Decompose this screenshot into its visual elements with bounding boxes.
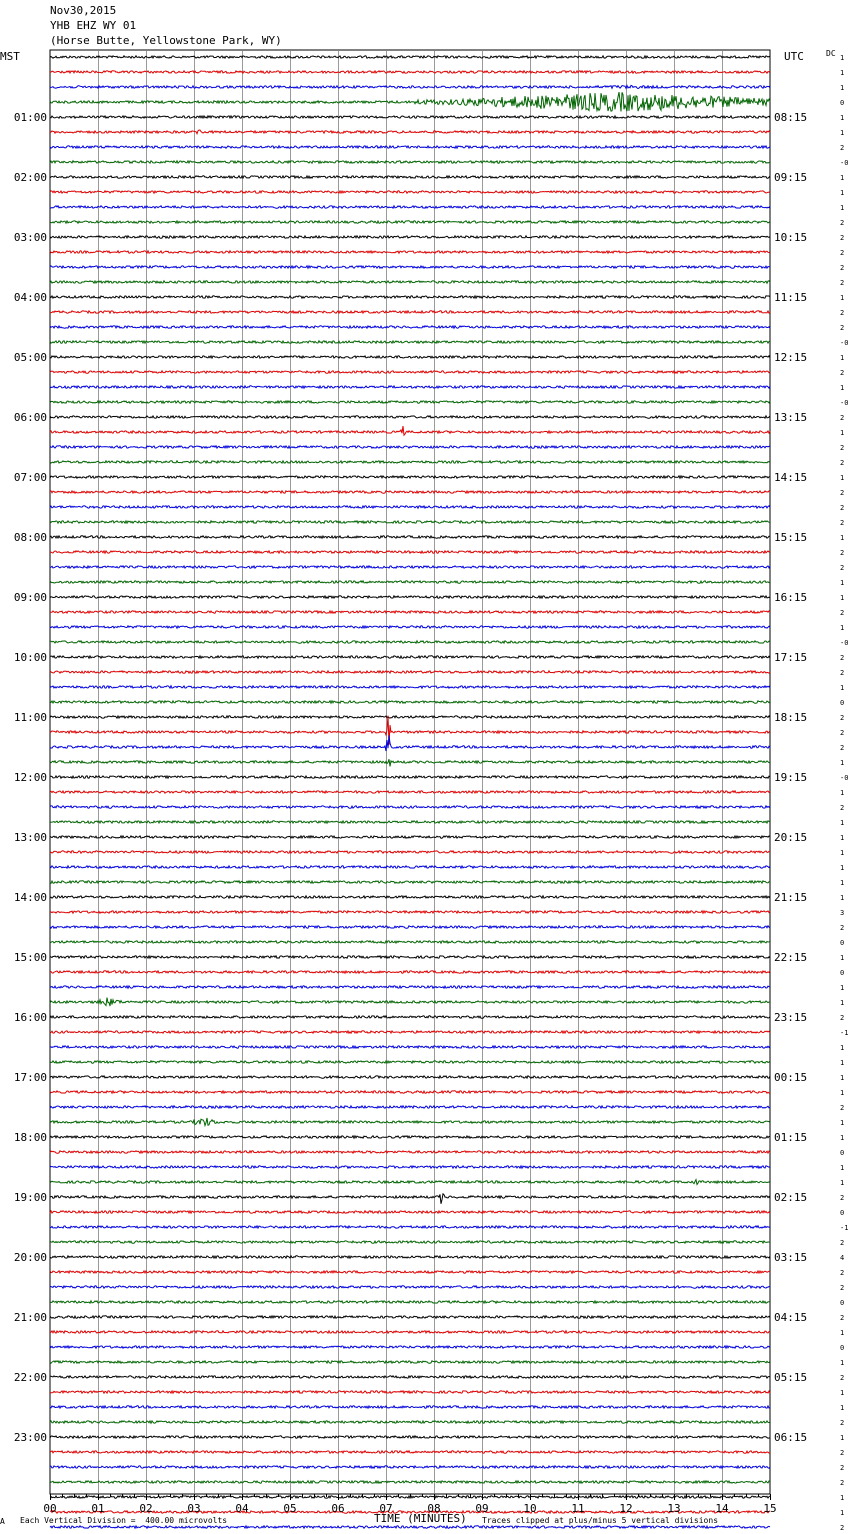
right-hour-label: 05:15 <box>774 1371 808 1384</box>
left-hour-label: 10:00 <box>13 651 47 664</box>
x-tick-label: 07 <box>379 1502 393 1515</box>
seismic-trace <box>50 130 770 134</box>
dc-offset-label: 2 <box>840 264 845 272</box>
seismic-trace <box>50 971 770 973</box>
x-tick-label: 12 <box>619 1502 633 1515</box>
dc-offset-label: 2 <box>840 564 845 572</box>
left-hour-label: 21:00 <box>13 1311 47 1324</box>
right-hour-label: 15:15 <box>774 531 808 544</box>
seismic-trace <box>50 1151 770 1153</box>
seismic-trace <box>50 806 770 808</box>
dc-offset-label: 1 <box>840 1074 845 1082</box>
x-tick-label: 02 <box>139 1502 153 1515</box>
seismic-trace <box>50 206 770 208</box>
dc-offset-label: 1 <box>840 579 845 587</box>
dc-offset-label: 0 <box>840 1209 845 1217</box>
seismic-trace <box>50 1361 770 1363</box>
seismic-traces <box>50 56 770 1534</box>
seismic-trace <box>50 1076 770 1078</box>
dc-offset-label: 2 <box>840 1194 845 1202</box>
dc-offset-label: 1 <box>840 1134 845 1142</box>
left-hour-label: 17:00 <box>13 1071 47 1084</box>
dc-offset-label: 2 <box>840 714 845 722</box>
dc-offset-label: 1 <box>840 789 845 797</box>
x-tick-label: 04 <box>235 1502 249 1515</box>
left-hour-label: 16:00 <box>13 1011 47 1024</box>
left-hour-label: 15:00 <box>13 951 47 964</box>
right-hour-label: 12:15 <box>774 351 808 364</box>
dc-offset-label: -0 <box>840 774 849 782</box>
dc-offset-label: 1 <box>840 84 845 92</box>
seismic-trace <box>50 146 770 148</box>
left-hour-label: 19:00 <box>13 1191 47 1204</box>
seismic-trace <box>50 341 770 343</box>
left-hour-label: 08:00 <box>13 531 47 544</box>
right-hour-label: 09:15 <box>774 171 808 184</box>
dc-offset-label: 2 <box>840 1419 845 1427</box>
seismic-trace <box>50 735 770 751</box>
left-hour-label: 02:00 <box>13 171 47 184</box>
dc-offset-label: 2 <box>840 369 845 377</box>
dc-offset-label: 0 <box>840 1344 845 1352</box>
seismic-trace <box>50 1194 770 1204</box>
dc-offset-label: 1 <box>840 1494 845 1502</box>
dc-offset-label: 1 <box>840 624 845 632</box>
right-hour-label: 17:15 <box>774 651 808 664</box>
seismic-trace <box>50 176 770 178</box>
seismic-trace <box>50 1016 770 1018</box>
left-hour-label: 23:00 <box>13 1431 47 1444</box>
seismic-trace <box>50 1106 770 1108</box>
dc-offset-label: 2 <box>840 489 845 497</box>
right-hour-label: 16:15 <box>774 591 808 604</box>
seismic-trace <box>50 386 770 388</box>
dc-offset-label: 1 <box>840 1059 845 1067</box>
seismic-trace <box>50 1256 770 1258</box>
dc-offset-label: 2 <box>840 1284 845 1292</box>
seismic-trace <box>50 221 770 223</box>
left-hour-label: 05:00 <box>13 351 47 364</box>
seismic-trace <box>50 1166 770 1168</box>
seismic-trace <box>50 701 770 703</box>
dc-offset-label: 1 <box>840 69 845 77</box>
seismic-trace <box>50 851 770 853</box>
dc-offset-label: 2 <box>840 219 845 227</box>
seismic-trace <box>50 791 770 793</box>
x-tick-label: 15 <box>763 1502 777 1515</box>
x-tick-label: 03 <box>187 1502 201 1515</box>
seismic-trace <box>50 716 770 718</box>
seismic-trace <box>50 1226 770 1228</box>
dc-offset-label: 1 <box>840 954 845 962</box>
seismic-trace <box>50 671 770 673</box>
dc-label: DC <box>826 49 836 58</box>
seismic-trace <box>50 1466 770 1468</box>
dc-offset-label: 2 <box>840 1314 845 1322</box>
dc-offset-label: 2 <box>840 504 845 512</box>
seismic-trace <box>50 1406 770 1408</box>
seismic-trace <box>50 1046 770 1048</box>
seismic-trace <box>50 611 770 613</box>
seismic-trace <box>50 1211 770 1213</box>
seismic-trace <box>50 881 770 883</box>
dc-offset-label: 2 <box>840 1104 845 1112</box>
dc-offset-label: 4 <box>840 1254 845 1262</box>
dc-offset-label: 2 <box>840 654 845 662</box>
dc-offset-label: 0 <box>840 969 845 977</box>
dc-offset-label: 2 <box>840 279 845 287</box>
seismic-trace <box>50 1391 770 1393</box>
dc-offset-label: 1 <box>840 1389 845 1397</box>
dc-offset-label: 1 <box>840 864 845 872</box>
footer-scale-note: Each Vertical Division = 400.00 microvolts <box>20 1516 228 1525</box>
seismic-trace <box>50 116 770 118</box>
seismic-trace <box>50 416 770 418</box>
left-hour-label: 14:00 <box>13 891 47 904</box>
x-tick-label: 11 <box>571 1502 585 1515</box>
seismic-trace <box>50 506 770 508</box>
dc-offset-label: 2 <box>840 729 845 737</box>
x-tick-label: 14 <box>715 1502 729 1515</box>
dc-offset-label: 1 <box>840 174 845 182</box>
seismic-trace <box>50 401 770 403</box>
dc-offset-label: 2 <box>840 309 845 317</box>
left-hour-label: 06:00 <box>13 411 47 424</box>
dc-offset-label: 2 <box>840 444 845 452</box>
dc-offset-label: 2 <box>840 1524 845 1532</box>
dc-offset-label: 0 <box>840 1149 845 1157</box>
seismic-trace <box>50 1118 770 1126</box>
dc-offset-label: 1 <box>840 1509 845 1517</box>
seismic-trace <box>50 1316 770 1318</box>
left-hour-label: 09:00 <box>13 591 47 604</box>
seismic-trace <box>50 1091 770 1093</box>
x-tick-label: 09 <box>475 1502 489 1515</box>
footer-mark: A <box>0 1517 5 1526</box>
left-hour-label: 03:00 <box>13 231 47 244</box>
left-hour-label: 07:00 <box>13 471 47 484</box>
seismic-trace <box>50 581 770 583</box>
dc-offset-label: 2 <box>840 1464 845 1472</box>
left-hour-label: 22:00 <box>13 1371 47 1384</box>
x-tick-label: 08 <box>427 1502 441 1515</box>
dc-offset-label: 2 <box>840 324 845 332</box>
dc-offset-label: 2 <box>840 669 845 677</box>
dc-offset-label: 2 <box>840 744 845 752</box>
dc-offset-label: 1 <box>840 849 845 857</box>
dc-offset-label: 0 <box>840 1299 845 1307</box>
seismic-trace <box>50 491 770 493</box>
dc-offset-label: 2 <box>840 459 845 467</box>
dc-offset-label: 1 <box>840 384 845 392</box>
seismic-trace <box>50 236 770 238</box>
dc-offset-label: 2 <box>840 414 845 422</box>
right-hour-label: 02:15 <box>774 1191 808 1204</box>
dc-offset-label: 2 <box>840 609 845 617</box>
left-hour-label: 04:00 <box>13 291 47 304</box>
seismic-trace <box>50 1376 770 1378</box>
left-hour-label: 18:00 <box>13 1131 47 1144</box>
seismic-trace <box>50 641 770 643</box>
left-hour-label: 13:00 <box>13 831 47 844</box>
x-tick-label: 13 <box>667 1502 681 1515</box>
dc-offset-label: 1 <box>840 1404 845 1412</box>
seismic-trace <box>50 998 770 1007</box>
seismic-trace <box>50 956 770 958</box>
seismic-trace <box>50 1526 770 1528</box>
seismic-trace <box>50 296 770 298</box>
dc-offset-label: 1 <box>840 1329 845 1337</box>
dc-offset-label: 2 <box>840 924 845 932</box>
dc-offset-label: 1 <box>840 1434 845 1442</box>
x-tick-label: 01 <box>91 1502 105 1515</box>
right-hour-label: 06:15 <box>774 1431 808 1444</box>
dc-offset-label: 1 <box>840 354 845 362</box>
dc-offset-label: -0 <box>840 339 849 347</box>
dc-offset-label: -0 <box>840 159 849 167</box>
right-hour-label: 13:15 <box>774 411 808 424</box>
seismic-trace <box>50 536 770 538</box>
x-tick-label: 05 <box>283 1502 297 1515</box>
seismic-trace <box>50 926 770 928</box>
right-hour-label: 18:15 <box>774 711 808 724</box>
dc-offset-label: 2 <box>840 234 845 242</box>
seismic-trace <box>50 656 770 658</box>
header-station: YHB EHZ WY 01 <box>50 19 137 32</box>
dc-offset-label: 1 <box>840 834 845 842</box>
seismic-trace <box>50 476 770 478</box>
dc-offset-label: -1 <box>840 1224 849 1232</box>
dc-offset-label: 2 <box>840 144 845 152</box>
seismic-trace <box>50 551 770 553</box>
dc-offset-label: 1 <box>840 1164 845 1172</box>
dc-offset-label: 1 <box>840 999 845 1007</box>
seismic-trace <box>50 281 770 283</box>
dc-offset-label: 1 <box>840 204 845 212</box>
seismic-trace <box>50 371 770 373</box>
left-hour-label: 20:00 <box>13 1251 47 1264</box>
dc-offset-label: 2 <box>840 1374 845 1382</box>
seismic-trace <box>50 1481 770 1483</box>
dc-offset-label: 1 <box>840 1119 845 1127</box>
seismic-trace <box>50 626 770 628</box>
x-tick-label: 00 <box>43 1502 57 1515</box>
seismic-trace <box>50 1286 770 1288</box>
seismic-trace <box>50 1346 770 1348</box>
seismic-trace <box>50 56 770 58</box>
seismic-trace <box>50 311 770 313</box>
header-location: (Horse Butte, Yellowstone Park, WY) <box>50 34 282 47</box>
dc-offset-label: 1 <box>840 534 845 542</box>
dc-offset-label: 2 <box>840 1449 845 1457</box>
dc-offset-label: 1 <box>840 759 845 767</box>
right-timezone-label: UTC <box>784 50 804 63</box>
seismic-trace <box>50 941 770 943</box>
seismic-trace <box>50 1241 770 1243</box>
dc-offset-label: 1 <box>840 189 845 197</box>
dc-offset-label: 2 <box>840 519 845 527</box>
dc-offset-label: 1 <box>840 294 845 302</box>
seismic-trace <box>50 1421 770 1423</box>
dc-offset-label: 1 <box>840 1044 845 1052</box>
dc-offset-label: -0 <box>840 639 849 647</box>
seismic-trace <box>50 1061 770 1063</box>
seismic-trace <box>50 566 770 568</box>
left-hour-label: 12:00 <box>13 771 47 784</box>
seismic-trace <box>50 1031 770 1033</box>
seismic-trace <box>50 266 770 268</box>
dc-offset-label: 2 <box>840 1269 845 1277</box>
left-timezone-label: MST <box>0 50 20 63</box>
axis-labels <box>14 54 849 1534</box>
dc-offset-label: 1 <box>840 819 845 827</box>
dc-offset-label: 2 <box>840 249 845 257</box>
seismic-trace <box>50 759 770 766</box>
right-hour-label: 10:15 <box>774 231 808 244</box>
dc-offset-label: 2 <box>840 1014 845 1022</box>
seismic-trace <box>50 191 770 193</box>
dc-offset-label: -0 <box>840 399 849 407</box>
dc-offset-label: 0 <box>840 939 845 947</box>
seismic-trace <box>50 1136 770 1138</box>
left-hour-label: 11:00 <box>13 711 47 724</box>
dc-offset-label: 2 <box>840 1239 845 1247</box>
dc-offset-label: 1 <box>840 894 845 902</box>
seismic-trace <box>50 821 770 823</box>
right-hour-label: 08:15 <box>774 111 808 124</box>
right-hour-label: 20:15 <box>774 831 808 844</box>
dc-offset-label: 1 <box>840 474 845 482</box>
dc-offset-label: 1 <box>840 879 845 887</box>
footer-clip-note: Traces clipped at plus/minus 5 vertical divisions <box>482 1516 719 1525</box>
left-hour-label: 01:00 <box>13 111 47 124</box>
seismic-trace <box>50 836 770 838</box>
seismic-trace <box>50 596 770 598</box>
dc-offset-label: 1 <box>840 684 845 692</box>
right-hour-label: 03:15 <box>774 1251 808 1264</box>
seismic-trace <box>50 92 770 111</box>
seismic-trace <box>50 461 770 463</box>
seismic-trace <box>50 1451 770 1453</box>
right-hour-label: 00:15 <box>774 1071 808 1084</box>
right-hour-label: 01:15 <box>774 1131 808 1144</box>
dc-offset-label: 2 <box>840 1479 845 1487</box>
dc-offset-label: 1 <box>840 984 845 992</box>
right-hour-label: 14:15 <box>774 471 808 484</box>
seismic-trace <box>50 1331 770 1333</box>
seismic-trace <box>50 716 770 745</box>
seismic-trace <box>50 911 770 913</box>
x-axis-title: TIME (MINUTES) <box>374 1512 467 1525</box>
seismic-trace <box>50 1436 770 1438</box>
right-hour-label: 11:15 <box>774 291 808 304</box>
right-hour-label: 19:15 <box>774 771 808 784</box>
dc-offset-label: 2 <box>840 549 845 557</box>
seismic-trace <box>50 521 770 523</box>
seismic-trace <box>50 426 770 435</box>
seismic-trace <box>50 776 770 778</box>
seismic-trace <box>50 1301 770 1303</box>
seismic-trace <box>50 986 770 988</box>
x-tick-label: 10 <box>523 1502 537 1515</box>
right-hour-label: 22:15 <box>774 951 808 964</box>
seismic-trace <box>50 85 770 88</box>
seismic-trace <box>50 161 770 163</box>
seismic-trace <box>50 251 770 253</box>
seismic-trace <box>50 71 770 73</box>
seismic-trace <box>50 896 770 898</box>
dc-offset-label: 2 <box>840 804 845 812</box>
seismic-trace <box>50 1271 770 1273</box>
seismic-trace <box>50 356 770 358</box>
dc-offset-label: 1 <box>840 1089 845 1097</box>
x-tick-label: 06 <box>331 1502 345 1515</box>
seismic-trace <box>50 866 770 868</box>
right-hour-label: 21:15 <box>774 891 808 904</box>
dc-offset-label: 1 <box>840 114 845 122</box>
seismic-trace <box>50 326 770 328</box>
seismic-trace <box>50 446 770 448</box>
seismic-trace <box>50 1180 770 1185</box>
header-date: Nov30,2015 <box>50 4 117 17</box>
dc-offset-label: 1 <box>840 1179 845 1187</box>
dc-offset-label: 1 <box>840 594 845 602</box>
right-hour-label: 04:15 <box>774 1311 808 1324</box>
dc-offset-label: 0 <box>840 699 845 707</box>
seismic-trace <box>50 686 770 688</box>
dc-offset-label: 1 <box>840 129 845 137</box>
dc-offset-label: 1 <box>840 429 845 437</box>
dc-offset-label: 1 <box>840 1359 845 1367</box>
dc-offset-label: 1 <box>840 54 845 62</box>
dc-offset-label: -1 <box>840 1029 849 1037</box>
dc-offset-label: 3 <box>840 909 845 917</box>
right-hour-label: 23:15 <box>774 1011 808 1024</box>
dc-offset-label: 0 <box>840 99 845 107</box>
